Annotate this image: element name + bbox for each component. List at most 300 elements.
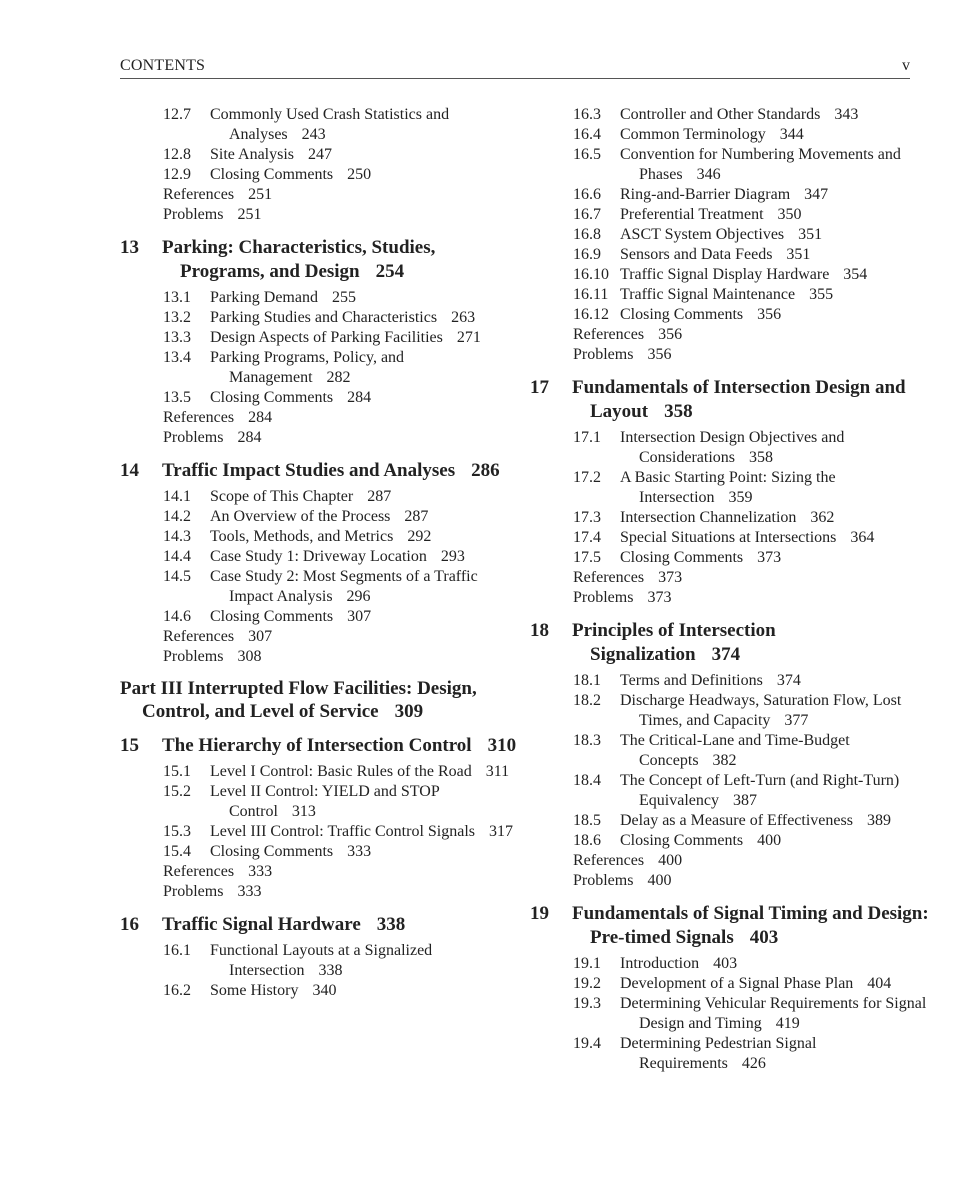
toc-section-entry[interactable] [530,145,930,185]
section-title: Site Analysis [210,146,295,163]
chapter-title-line [162,734,520,758]
toc-entry-text [620,671,930,691]
toc-entry-text [573,851,930,871]
section-number: 18.6 [573,832,601,849]
section-number: 17.2 [573,469,601,486]
section-number: 12.8 [163,146,191,163]
toc-entry-text [210,527,520,547]
toc-section-entry[interactable] [120,607,520,627]
section-title: Controller and Other Standards [620,106,821,123]
toc-section-entry[interactable] [120,328,520,348]
toc-entry-text [620,305,930,325]
section-page-number: 351 [798,226,823,243]
toc-section-entry[interactable] [530,528,930,548]
section-page-number: 351 [786,246,811,263]
section-title: Scope of This Chapter [210,488,354,505]
toc-entry-text [620,508,930,528]
section-title: Tools, Methods, and Metrics [210,528,394,545]
section-title: Determining Vehicular Requirements for Signal Design and Timing [620,995,927,1032]
section-number: 13.2 [163,309,191,326]
toc-entry-page-number: 400 [658,852,683,869]
toc-entry-page-number: 308 [237,648,262,665]
toc-section-entry[interactable] [530,771,930,811]
chapter-title-line [162,236,520,284]
section-title: Introduction [620,955,700,972]
section-title: Closing Comments [620,306,744,323]
section-page-number: 247 [308,146,333,163]
toc-entry-text [210,308,520,328]
section-title: Case Study 1: Driveway Location [210,548,427,565]
section-title: Development of a Signal Phase Plan [620,975,854,992]
toc-entry-title: Problems [573,872,634,889]
chapter-number: 15 [120,735,139,756]
toc-entry-title: References [573,852,645,869]
section-title: An Overview of the Process [210,508,391,525]
chapter-title-line [572,376,930,424]
toc-section-entry[interactable] [120,547,520,567]
section-number: 16.3 [573,106,601,123]
section-title: Closing Comments [620,549,744,566]
section-page-number: 293 [440,548,465,565]
section-title: Closing Comments [210,389,334,406]
section-page-number: 250 [347,166,372,183]
section-page-number: 347 [804,186,829,203]
toc-back-matter-entry[interactable] [120,205,520,225]
section-number: 13.5 [163,389,191,406]
toc-back-matter-entry[interactable] [120,185,520,205]
section-page-number: 307 [347,608,372,625]
toc-section-entry[interactable] [530,428,930,468]
toc-entry-title: Problems [573,346,634,363]
toc-entry-page-number: 284 [237,429,262,446]
toc-entry-text [573,568,930,588]
section-title: Preferential Treatment [620,206,764,223]
section-title: The Critical-Lane and Time-Budget Concepts [620,732,850,769]
toc-back-matter-entry[interactable] [120,862,520,882]
toc-entry-text [620,285,930,305]
section-page-number: 354 [843,266,868,283]
toc-back-matter-entry[interactable] [120,647,520,667]
toc-entry-text [163,205,520,225]
section-number: 12.7 [163,106,191,123]
toc-entry-title: Problems [163,206,224,223]
toc-section-entry[interactable] [530,508,930,528]
section-title: Level II Control: YIELD and STOP Control [210,783,440,820]
toc-section-entry[interactable] [530,225,930,245]
section-number: 19.3 [573,995,601,1012]
chapter-number: 17 [530,377,549,398]
toc-entry-text [620,831,930,851]
toc-entry-text [163,882,520,902]
chapter-number: 18 [530,620,549,641]
section-number: 14.2 [163,508,191,525]
section-page-number: 359 [728,489,753,506]
section-title: Discharge Headways, Saturation Flow, Lost Times, and Capacity [620,692,902,729]
part-title: Part III Interrupted Flow Facilities: Design, Control, and Level of Service [120,678,477,722]
toc-section-entry[interactable] [530,205,930,225]
section-number: 18.4 [573,772,601,789]
toc-entry-text [620,428,930,468]
section-number: 14.4 [163,548,191,565]
toc-entry-title: References [163,863,235,880]
section-number: 14.6 [163,608,191,625]
chapter-page-number: 310 [487,735,517,756]
section-number: 19.1 [573,955,601,972]
chapter-page-number: 374 [711,644,741,665]
section-title: Ring-and-Barrier Diagram [620,186,791,203]
chapter-heading[interactable] [120,734,520,758]
section-page-number: 338 [318,962,343,979]
section-number: 15.3 [163,823,191,840]
section-page-number: 282 [326,369,351,386]
toc-entry-title: References [573,569,645,586]
toc-back-matter-entry[interactable] [120,627,520,647]
toc-back-matter-entry[interactable] [120,882,520,902]
toc-entry-text [620,105,930,125]
section-number: 12.9 [163,166,191,183]
toc-section-entry[interactable] [530,305,930,325]
section-page-number: 340 [312,982,337,999]
section-number: 15.4 [163,843,191,860]
toc-back-matter-entry[interactable] [530,588,930,608]
toc-entry-text [573,588,930,608]
chapter-title: Fundamentals of Intersection Design and Layout [572,377,906,422]
section-page-number: 373 [757,549,782,566]
section-page-number: 344 [779,126,804,143]
section-title: Special Situations at Intersections [620,529,837,546]
toc-entry-page-number: 251 [248,186,273,203]
toc-entry-page-number: 307 [248,628,273,645]
section-number: 16.8 [573,226,601,243]
toc-entry-title: References [163,186,235,203]
section-number: 15.2 [163,783,191,800]
toc-section-entry[interactable] [120,348,520,388]
toc-section-entry[interactable] [120,567,520,607]
toc-section-entry[interactable] [530,831,930,851]
toc-entry-title: Problems [573,589,634,606]
section-page-number: 356 [757,306,782,323]
section-number: 13.3 [163,329,191,346]
part-heading[interactable] [120,677,520,723]
chapter-number: 19 [530,903,549,924]
toc-entry-title: References [163,409,235,426]
section-title: Traffic Signal Maintenance [620,286,796,303]
toc-section-entry[interactable] [530,185,930,205]
section-number: 14.3 [163,528,191,545]
section-number: 16.11 [573,286,609,303]
toc-section-entry[interactable] [120,762,520,782]
chapter-title-line [162,913,520,937]
toc-section-entry[interactable] [120,527,520,547]
section-number: 16.9 [573,246,601,263]
toc-section-entry[interactable] [120,507,520,527]
toc-entry-text [620,468,930,508]
toc-entry-text [210,547,520,567]
section-title: Case Study 2: Most Segments of a Traffic Impact Analysis [210,568,478,605]
section-number: 19.2 [573,975,601,992]
section-number: 18.2 [573,692,601,709]
section-title: Closing Comments [620,832,744,849]
toc-entry-text [620,145,930,185]
toc-section-entry[interactable] [530,125,930,145]
toc-entry-text [620,994,930,1034]
section-number: 19.4 [573,1035,601,1052]
toc-entry-text [573,345,930,365]
section-number: 16.10 [573,266,609,283]
toc-entry-text [163,627,520,647]
section-page-number: 343 [834,106,859,123]
section-number: 13.1 [163,289,191,306]
toc-section-entry[interactable] [120,981,520,1001]
section-page-number: 358 [749,449,773,466]
toc-entry-title: References [573,326,645,343]
toc-entry-text [620,265,930,285]
toc-entry-text [620,691,930,731]
toc-entry-text [620,225,930,245]
section-page-number: 350 [777,206,802,223]
toc-entry-text [620,205,930,225]
toc-entry-text [210,348,520,388]
toc-section-entry[interactable] [530,994,930,1034]
toc-entry-text [620,811,930,831]
section-title: Closing Comments [210,843,334,860]
toc-entry-title: Problems [163,648,224,665]
toc-entry-text [163,185,520,205]
running-header [120,56,910,79]
section-page-number: 346 [696,166,721,183]
toc-entry-text [210,941,520,981]
section-page-number: 387 [732,792,757,809]
section-number: 16.7 [573,206,601,223]
chapter-heading[interactable] [530,376,930,424]
section-page-number: 404 [867,975,892,992]
chapter-title-line [572,902,930,950]
toc-back-matter-entry[interactable] [530,568,930,588]
toc-back-matter-entry[interactable] [530,871,930,891]
section-page-number: 400 [757,832,782,849]
toc-entry-page-number: 333 [237,883,262,900]
section-title: Delay as a Measure of Effectiveness [620,812,853,829]
toc-entry-title: Problems [163,429,224,446]
section-page-number: 333 [347,843,372,860]
toc-entry-text [620,245,930,265]
section-number: 14.5 [163,568,191,585]
toc-entry-text [620,771,930,811]
toc-entry-text [210,507,520,527]
section-page-number: 377 [784,712,809,729]
section-page-number: 362 [810,509,835,526]
section-title: Some History [210,982,299,999]
toc-back-matter-entry[interactable] [120,408,520,428]
toc-section-entry[interactable] [530,105,930,125]
toc-back-matter-entry[interactable] [120,428,520,448]
toc-section-entry[interactable] [120,782,520,822]
section-title: Common Terminology [620,126,766,143]
toc-entry-text [210,388,520,408]
toc-entry-text [210,288,520,308]
section-number: 16.1 [163,942,191,959]
section-title: Level I Control: Basic Rules of the Road [210,763,472,780]
toc-entry-text [620,954,930,974]
section-number: 13.4 [163,349,191,366]
toc-entry-text [210,487,520,507]
toc-entry-text [210,607,520,627]
section-title: Sensors and Data Feeds [620,246,773,263]
section-page-number: 243 [301,126,326,143]
section-number: 16.4 [573,126,601,143]
chapter-heading[interactable] [120,236,520,284]
section-title: Determining Pedestrian Signal Requirements [620,1035,817,1072]
chapter-page-number: 338 [376,914,406,935]
chapter-heading[interactable] [530,902,930,950]
section-title: The Concept of Left-Turn (and Right-Turn) Equivalency [620,772,900,809]
toc-section-entry[interactable] [120,822,520,842]
toc-back-matter-entry[interactable] [530,345,930,365]
toc-section-entry[interactable] [530,265,930,285]
section-page-number: 313 [291,803,316,820]
section-page-number: 374 [776,672,801,689]
chapter-heading[interactable] [530,619,930,667]
section-page-number: 255 [331,289,356,306]
section-number: 14.1 [163,488,191,505]
section-title: Closing Comments [210,608,334,625]
section-page-number: 287 [404,508,429,525]
toc-entry-text [163,428,520,448]
section-title: Traffic Signal Display Hardware [620,266,830,283]
section-number: 16.6 [573,186,601,203]
section-title: ASCT System Objectives [620,226,785,243]
section-page-number: 296 [346,588,371,605]
section-page-number: 389 [866,812,891,829]
toc-entry-page-number: 284 [248,409,273,426]
toc-section-entry[interactable] [120,145,520,165]
section-title: Design Aspects of Parking Facilities [210,329,443,346]
section-title: Convention for Numbering Movements and Phases [620,146,901,183]
section-number: 17.3 [573,509,601,526]
toc-entry-text [210,842,520,862]
section-title: Parking Demand [210,289,318,306]
toc-entry-text [210,981,520,1001]
chapter-heading[interactable] [120,459,520,483]
section-title: Functional Layouts at a Signalized Intersection [210,942,433,979]
section-page-number: 271 [456,329,481,346]
chapter-number: 16 [120,914,139,935]
section-page-number: 287 [367,488,392,505]
toc-entry-text [620,974,930,994]
toc-section-entry[interactable] [530,245,930,265]
toc-section-entry[interactable] [120,487,520,507]
chapter-heading[interactable] [120,913,520,937]
chapter-number: 14 [120,460,139,481]
toc-section-entry[interactable] [120,165,520,185]
toc-section-entry[interactable] [530,954,930,974]
toc-section-entry[interactable] [120,388,520,408]
toc-entry-text [163,647,520,667]
chapter-title: Traffic Impact Studies and Analyses [162,460,456,481]
toc-entry-title: References [163,628,235,645]
section-title: Terms and Definitions [620,672,763,689]
section-page-number: 355 [809,286,834,303]
chapter-title-line [162,459,520,483]
section-title: Parking Programs, Policy, and Management [210,349,405,386]
toc-entry-text [620,1034,930,1074]
chapter-title: The Hierarchy of Intersection Control [162,735,472,756]
section-page-number: 292 [407,528,432,545]
section-title: Parking Studies and Characteristics [210,309,438,326]
toc-entry-text [573,325,930,345]
toc-entry-text [163,862,520,882]
section-page-number: 263 [451,309,476,326]
toc-section-entry[interactable] [120,105,520,145]
toc-section-entry[interactable] [530,1034,930,1074]
toc-entry-text [573,871,930,891]
section-number: 17.4 [573,529,601,546]
toc-back-matter-entry[interactable] [530,325,930,345]
toc-column-left [120,105,520,1001]
toc-section-entry[interactable] [120,288,520,308]
toc-section-entry[interactable] [530,811,930,831]
toc-section-entry[interactable] [530,974,930,994]
section-page-number: 317 [489,823,514,840]
page-number: v [902,57,910,74]
section-page-number: 403 [713,955,738,972]
running-header-title: CONTENTS [120,57,206,74]
chapter-title: Traffic Signal Hardware [162,914,361,935]
toc-entry-text [210,782,520,822]
toc-back-matter-entry[interactable] [530,851,930,871]
toc-section-entry[interactable] [120,842,520,862]
toc-section-entry[interactable] [530,468,930,508]
chapter-page-number: 358 [664,401,693,422]
toc-section-entry[interactable] [530,548,930,568]
chapter-title: Parking: Characteristics, Studies, Programs, and Design [162,237,436,282]
toc-entry-page-number: 251 [237,206,262,223]
toc-entry-page-number: 333 [248,863,273,880]
section-title: A Basic Starting Point: Sizing the Intersection [620,469,836,506]
section-title: Level III Control: Traffic Control Signals [210,823,476,840]
chapter-page-number: 403 [749,927,779,948]
toc-entry-page-number: 356 [647,346,672,363]
toc-entry-page-number: 373 [647,589,672,606]
section-number: 18.1 [573,672,601,689]
toc-section-entry[interactable] [120,941,520,981]
toc-entry-text [210,105,520,145]
chapter-page-number: 254 [375,261,405,282]
section-page-number: 364 [850,529,875,546]
section-title: Intersection Channelization [620,509,797,526]
toc-entry-text [620,548,930,568]
toc-section-entry[interactable] [530,691,930,731]
toc-section-entry[interactable] [530,671,930,691]
toc-column-right [530,105,930,1074]
toc-section-entry[interactable] [120,308,520,328]
section-number: 15.1 [163,763,191,780]
section-page-number: 284 [347,389,372,406]
section-number: 16.5 [573,146,601,163]
toc-entry-text [620,125,930,145]
toc-entry-title: Problems [163,883,224,900]
toc-entry-text [620,528,930,548]
toc-section-entry[interactable] [530,731,930,771]
toc-section-entry[interactable] [530,285,930,305]
section-number: 18.3 [573,732,601,749]
chapter-number: 13 [120,237,139,258]
toc-entry-text [163,408,520,428]
section-page-number: 419 [775,1015,800,1032]
toc-entry-text [620,731,930,771]
section-number: 17.1 [573,429,601,446]
section-title: Intersection Design Objectives and Considerations [620,429,845,466]
